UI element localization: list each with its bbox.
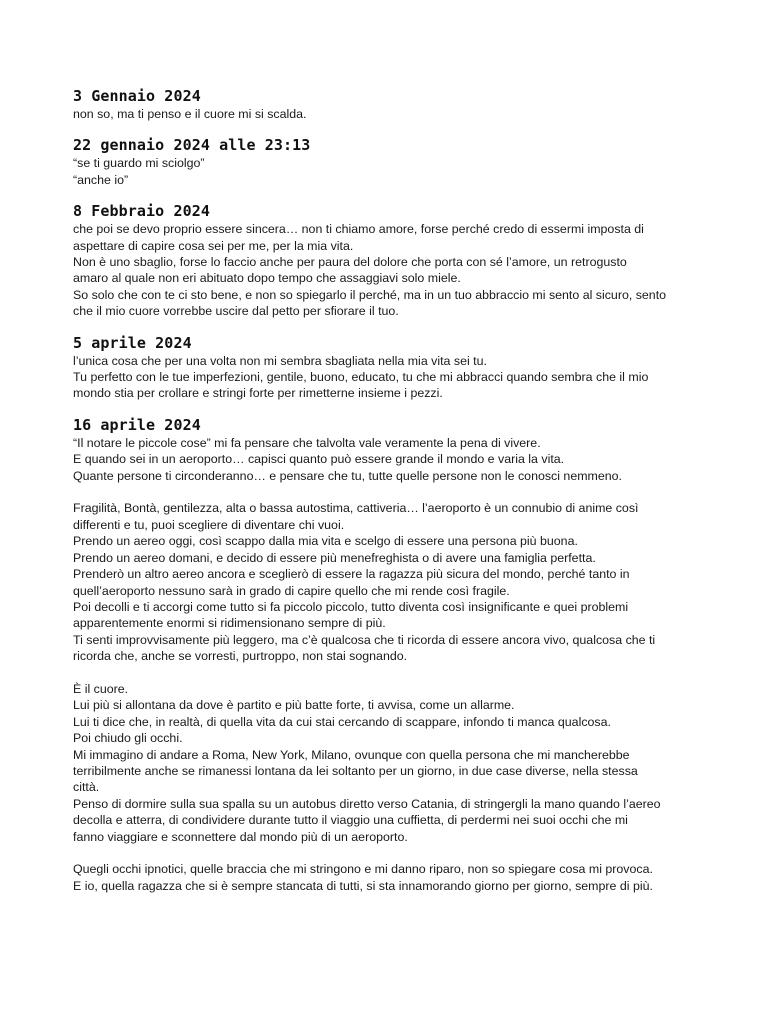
entry-text-line: fanno viaggiare e sconnettere dal mondo più di un aeroporto. <box>73 829 408 844</box>
entry-text-line: Prenderò un altro aereo ancora e sceglierò di essere la ragazza più sicura del mondo, perché tanto in <box>73 567 630 582</box>
entry-text-line: apparentemente enormi si ridimensionano sempre di più. <box>73 616 386 631</box>
diary-entry <box>73 415 703 894</box>
entry-text-line: l’unica cosa che per una volta non mi sembra sbagliata nella mia vita sei tu. <box>73 353 487 368</box>
diary-entry <box>73 333 703 402</box>
entry-text-line: che poi se devo proprio essere sincera… non ti chiamo amore, forse perché credo di essermi imposta di <box>73 222 644 237</box>
entry-text-line: Penso di dormire sulla sua spalla su un autobus diretto verso Catania, di stringergli la mano quando l’aereo <box>73 796 661 811</box>
entry-text-line: amaro al quale non eri abituato dopo tempo che assaggiavi solo miele. <box>73 271 461 286</box>
blank-line <box>73 665 703 681</box>
entry-text-line: differenti e tu, puoi scegliere di diventare chi vuoi. <box>73 517 345 532</box>
entry-text-line: Prendo un aereo domani, e decido di essere più menefreghista o di avere una famiglia perfetta. <box>73 550 596 565</box>
entry-body <box>73 221 703 319</box>
entry-text-line: “anche io” <box>73 172 129 187</box>
entry-text-line: Quegli occhi ipnotici, quelle braccia che mi stringono e mi danno riparo, non so spiegare cosa mi provoca. <box>73 862 653 877</box>
entry-text-line: E quando sei in un aeroporto… capisci quanto può essere grande il mondo e varia la vita. <box>73 452 565 467</box>
entry-body <box>73 435 703 894</box>
entry-date: 8 Febbraio 2024 <box>73 202 210 221</box>
entry-text-line: Quante persone ti circonderanno… e pensare che tu, tutte quelle persone non le conosci nemmeno. <box>73 468 622 483</box>
entry-text-line: So solo che con te ci sto bene, e non so spiegarlo il perché, ma in un tuo abbraccio mi sento al sicuro, sento <box>73 287 667 302</box>
entry-text-line: Non è uno sbaglio, forse lo faccio anche per paura del dolore che porta con sé l’amore, un retrogusto <box>73 255 627 270</box>
entry-body <box>73 353 703 402</box>
entry-date: 5 aprile 2024 <box>73 333 192 352</box>
entry-text-line: Lui ti dice che, in realtà, di quella vita da cui stai cercando di scappare, infondo ti manca qualcosa. <box>73 714 611 729</box>
entry-text-line: decolla e atterra, di condividere durante tutto il viaggio una cuffietta, di perdermi nei suoi occhi che mi <box>73 813 628 828</box>
entry-text-line: Lui più si allontana da dove è partito e più batte forte, ti avvisa, come un allarme. <box>73 698 515 713</box>
entry-text-line: città. <box>73 780 100 795</box>
entry-text-line: “se ti guardo mi sciolgo” <box>73 156 205 171</box>
entry-date: 22 gennaio 2024 alle 23:13 <box>73 136 311 155</box>
entry-text-line: Mi immagino di andare a Roma, New York, Milano, ovunque con quella persona che mi mancherebbe <box>73 747 630 762</box>
entry-text-line: Ti senti improvvisamente più leggero, ma c’è qualcosa che ti ricorda di essere ancora vivo, qualcosa che ti <box>73 632 656 647</box>
diary-entry <box>73 86 703 122</box>
entry-body <box>73 106 703 122</box>
blank-line <box>73 845 703 861</box>
document-page <box>73 86 703 894</box>
entry-text-line: Tu perfetto con le tue imperfezioni, gentile, buono, educato, tu che mi abbracci quando sembra che il mio <box>73 370 649 385</box>
entry-text-line: non so, ma ti penso e il cuore mi si scalda. <box>73 107 307 121</box>
entry-text-line: ricorda che, anche se vorresti, purtroppo, non stai sognando. <box>73 649 408 664</box>
entry-date: 16 aprile 2024 <box>73 415 201 434</box>
entry-text-line: terribilmente anche se rimanessi lontana da lei soltanto per un giorno, in due case diverse, nella stessa <box>73 763 638 778</box>
entry-date: 3 Gennaio 2024 <box>73 87 201 105</box>
diary-entry <box>73 201 703 319</box>
entry-text-line: Prendo un aereo oggi, così scappo dalla mia vita e scelgo di essere una persona più buona. <box>73 534 578 549</box>
entry-text-line: Fragilità, Bontà, gentilezza, alta o bassa autostima, cattiveria… l’aeroporto è un connubio di anime così <box>73 501 639 516</box>
entry-text-line: mondo stia per crollare e stringi forte per rimetterne insieme i pezzi. <box>73 386 443 401</box>
entry-text-line: quell’aeroporto nessuno sarà in grado di capire quello che mi rende così fragile. <box>73 583 510 598</box>
entry-text-line: “Il notare le piccole cose” mi fa pensare che talvolta vale veramente la pena di vivere. <box>73 435 541 450</box>
entry-text-line: E io, quella ragazza che si è sempre stancata di tutti, si sta innamorando giorno per giorno, sempre di più. <box>73 878 653 893</box>
blank-line <box>73 484 703 500</box>
entry-text-line: Poi decolli e ti accorgi come tutto si fa piccolo piccolo, tutto diventa così insignificante e quei problemi <box>73 599 629 614</box>
entry-text-line: aspettare di capire cosa sei per me, per la mia vita. <box>73 238 354 253</box>
diary-entry <box>73 135 703 188</box>
entry-text-line: che il mio cuore vorrebbe uscire dal petto per sfiorare il tuo. <box>73 304 399 319</box>
entry-body <box>73 155 703 188</box>
entry-text-line: Poi chiudo gli occhi. <box>73 731 183 746</box>
entry-text-line: È il cuore. <box>73 681 129 696</box>
